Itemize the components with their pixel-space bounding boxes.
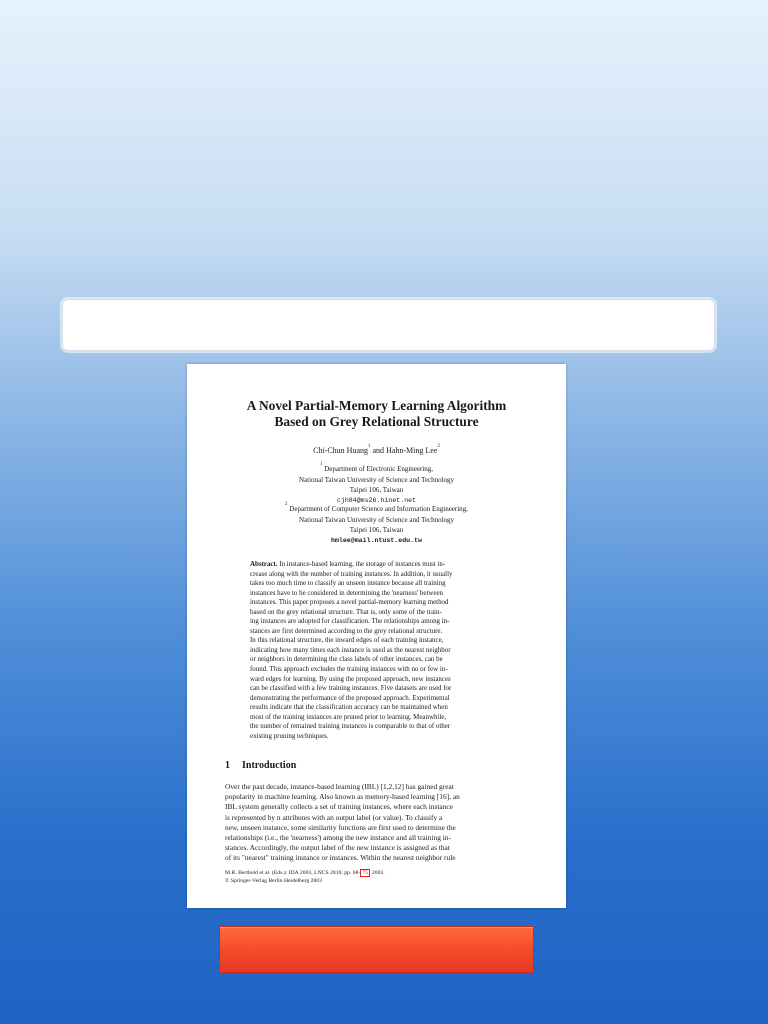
abstract-line: most of the training instances are pruned prior to learning. Meanwhile, [250, 712, 447, 721]
affiliation-line: Taipei 106, Taiwan [349, 486, 404, 494]
abstract-line: crease along with the number of training instances. In addition, it usually [250, 569, 453, 578]
abstract-line: based on the grey relational structure. That is, only some of the train- [250, 607, 442, 616]
intro-line: stances. Accordingly, the output label of the new instance is assigned as that [225, 843, 450, 853]
abstract-line: takes too much time to classify an unseen instance because all training [250, 579, 446, 588]
paper-title [187, 398, 566, 430]
citation-text: M.R. Berthold et al. (Eds.): IDA 2003, LNCS 2810, pp. 68– [225, 870, 362, 876]
affiliation-email: hmlee@mail.ntust.edu.tw [330, 536, 422, 544]
abstract [250, 560, 503, 741]
affiliation-mark: 1 [319, 462, 323, 467]
section-heading [225, 760, 296, 771]
abstract-label: Abstract. [250, 560, 278, 568]
abstract-line: found. This approach excludes the training instances with no or few in- [250, 665, 448, 674]
intro-line: is represented by n attributes with an output label (or value). To classify a [225, 812, 443, 822]
abstract-line: ward edges for learning. By using the proposed approach, new instances [250, 674, 451, 683]
author-name: Hahn-Ming Lee [386, 446, 438, 455]
abstract-line: indicating how many times each instance is used as the nearest neighbor [250, 645, 451, 654]
intro-line: IBL system generally collects a set of training instances, where each instance [225, 802, 453, 812]
affiliation-line: Department of Computer Science and Information Engineering, [289, 505, 468, 513]
abstract-line: existing pruning techniques. [250, 731, 329, 740]
affiliation-line: Department of Electronic Engineering, [324, 465, 434, 473]
intro-line: popularity in machine learning. Also known as memory-based learning [16], an [225, 792, 460, 802]
affiliation-line: Taipei 106, Taiwan [349, 526, 404, 534]
section-title: Introduction [242, 760, 297, 771]
download-button[interactable] [219, 926, 534, 973]
author-affiliation-mark: 1 [368, 444, 371, 449]
abstract-line: can be classified with a few training instances. Five datasets are used for [250, 684, 452, 693]
page-number-highlight: 75 [362, 870, 369, 876]
abstract-line: results indicate that the classification accuracy can be maintained when [250, 703, 448, 712]
affiliation-email: cjh84@ms26.hinet.net [336, 496, 417, 504]
abstract-line: In instance-based learning, the storage of instances must in- [277, 560, 446, 568]
intro-line: new, unseen instance, some similarity functions are first used to determine the [225, 822, 456, 832]
author-name: Chi-Chun Huang [313, 446, 368, 455]
intro-line: of its "nearest" training instance or instances. Within the nearest neighbor rule [225, 853, 456, 863]
title-line: A Novel Partial-Memory Learning Algorithm [246, 398, 507, 413]
intro-paragraph [225, 782, 530, 864]
paper-authors [187, 446, 566, 455]
title-line: Based on Grey Relational Structure [274, 414, 479, 429]
intro-line: Over the past decade, instance-based learning (IBL) [1,2,12] has gained great [225, 782, 454, 791]
citation-text: , 2003. [369, 870, 385, 876]
author-conjunction: and [370, 446, 387, 455]
intro-line: relationships (i.e., the 'nearness') among the new instance and all training in- [225, 833, 451, 843]
abstract-line: stances are first determined according to the grey relational structure. [250, 626, 443, 635]
document-preview[interactable] [187, 364, 566, 908]
author-affiliation-mark: 2 [437, 444, 440, 449]
copyright-line: © Springer-Verlag Berlin Heidelberg 2003 [225, 878, 322, 884]
paper-footer [225, 869, 385, 885]
affiliation-2 [187, 504, 566, 546]
abstract-line: In this relational structure, the inward edges of each training instance, [250, 636, 444, 645]
section-number: 1 [225, 760, 230, 771]
search-input[interactable] [62, 299, 715, 351]
affiliation-line: National Taiwan University of Science and Technology [298, 515, 455, 524]
abstract-line: or neighbors in determining the class labels of other instances, can be [250, 655, 443, 664]
abstract-line: demonstrating the performance of the proposed approach. Experimental [250, 693, 450, 702]
abstract-line: the number of remained training instances is comparable to that of other [250, 722, 451, 731]
abstract-line: ing instances are adopted for classification. The relationships among in- [250, 617, 450, 626]
affiliation-1 [187, 464, 566, 506]
affiliation-line: National Taiwan University of Science and Technology [298, 475, 455, 484]
affiliation-mark: 2 [285, 502, 288, 507]
abstract-line: instances. This paper proposes a novel partial-memory learning method [250, 598, 449, 607]
abstract-line: instances have to be considered in determining the 'nearness' between [250, 588, 444, 597]
